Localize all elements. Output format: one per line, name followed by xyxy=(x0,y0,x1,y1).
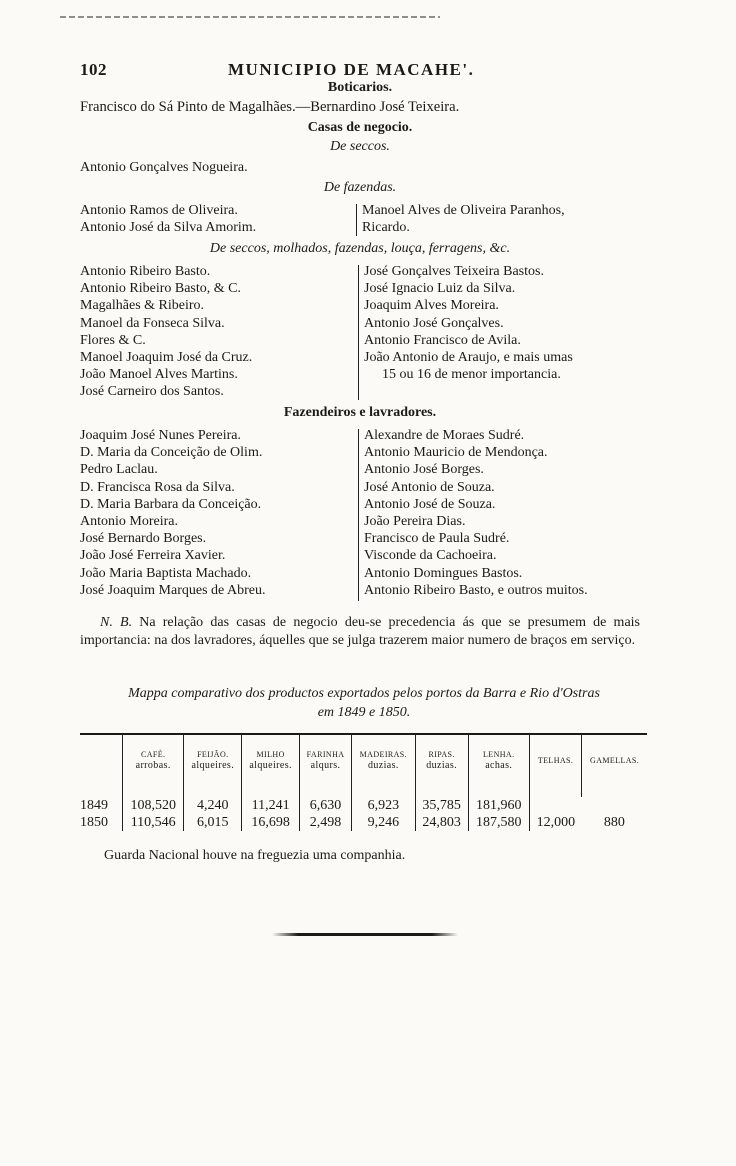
table-cell: 880 xyxy=(603,815,625,830)
table-cell: 2,498 xyxy=(300,814,352,831)
header-farinha: FARINHA alqurs. xyxy=(300,734,352,785)
list-item: Visconde da Cachoeira. xyxy=(364,548,497,564)
list-item: Manoel da Fonseca Silva. xyxy=(80,315,225,331)
header-telhas: TELHAS. xyxy=(529,734,581,785)
header-ripas: RIPAS. duzias. xyxy=(415,734,468,785)
list-item: Manoel Alves de Oliveira Paranhos, xyxy=(362,203,565,218)
header-cafe: CAFÉ. arrobas. xyxy=(123,734,184,785)
list-item: José Ignacio Luiz da Silva. xyxy=(364,281,516,297)
table-cell: 4,240 xyxy=(184,797,242,814)
list-item: Antonio José Borges. xyxy=(364,462,484,478)
table-cell: 1849 xyxy=(80,798,108,813)
table-cell: 1850 xyxy=(80,815,108,830)
table-spacer-row xyxy=(80,785,647,797)
list-item: 15 ou 16 de menor importancia. xyxy=(382,367,561,383)
list-item: Antonio Ribeiro Basto, & C. xyxy=(80,281,241,297)
list-item: José Bernardo Borges. xyxy=(80,531,207,547)
table-cell: 6,015 xyxy=(184,814,242,831)
mapa-title-line2: em 1849 e 1850. xyxy=(317,705,411,720)
fazendas-heading: De fazendas. xyxy=(323,180,397,195)
running-title: MUNICIPIO DE MACAHE'. xyxy=(228,60,475,79)
table-cell xyxy=(529,797,581,814)
table-cell: 6,923 xyxy=(352,797,416,814)
misc-left-column xyxy=(80,263,252,401)
list-item: Pedro Laclau. xyxy=(80,462,158,478)
column-divider xyxy=(356,204,357,236)
misc-heading: De seccos, molhados, fazendas, louça, ferragens, &c. xyxy=(209,241,511,256)
list-item: João José Ferreira Xavier. xyxy=(80,548,226,564)
guarda-nacional-line: Guarda Nacional houve na freguezia uma companhia. xyxy=(104,848,406,863)
table-cell: 16,698 xyxy=(242,814,300,831)
list-item: Antonio Moreira. xyxy=(80,513,178,529)
list-item: Joaquim Alves Moreira. xyxy=(364,298,499,314)
fazendas-right-column xyxy=(362,202,565,236)
table-cell: 108,520 xyxy=(123,797,184,814)
list-item: José Antonio de Souza. xyxy=(364,479,495,495)
table-cell: 181,960 xyxy=(468,797,529,814)
list-item: João Manoel Alves Martins. xyxy=(80,367,238,383)
header-madeiras: MADEIRAS. duzias. xyxy=(352,734,416,785)
list-item: Manoel Joaquim José da Cruz. xyxy=(80,349,253,365)
header-gamellas: GAMELLAS. xyxy=(582,734,647,785)
seccos-heading: De seccos. xyxy=(330,139,390,154)
column-divider xyxy=(358,429,359,601)
nota-bene xyxy=(80,614,640,650)
fazendeiros-right-column xyxy=(364,427,588,599)
table-cell xyxy=(582,797,647,814)
table-cell: 6,630 xyxy=(300,797,352,814)
table-header-row xyxy=(80,734,647,785)
top-ornament-rule xyxy=(60,16,440,18)
list-item: Antonio Mauricio de Mendonça. xyxy=(364,445,548,461)
list-item: D. Maria Barbara da Conceição. xyxy=(80,496,262,512)
list-item: Antonio Domingues Bastos. xyxy=(364,565,523,581)
list-item: Flores & C. xyxy=(80,332,146,348)
table-cell: 187,580 xyxy=(468,814,529,831)
table-cell: 24,803 xyxy=(415,814,468,831)
page-number: 102 xyxy=(80,60,107,79)
column-divider xyxy=(358,265,359,400)
table-row xyxy=(80,814,647,831)
boticarios-heading: Boticarios. xyxy=(327,80,393,95)
fazendas-left-column xyxy=(80,202,256,236)
nota-label: N. B. xyxy=(100,615,133,630)
list-item: Antonio Ribeiro Basto, e outros muitos. xyxy=(364,582,588,598)
nota-text: Na relação das casas de negocio deu-se precedencia ás que se presumem de mais importancia: na dos lavradores, áquelles que se julga trazerem maior numero de braços em serviço. xyxy=(80,615,640,648)
table-cell: 9,246 xyxy=(352,814,416,831)
misc-right-column xyxy=(364,263,573,383)
mapa-title xyxy=(84,684,644,722)
list-item: Antonio José da Silva Amorim. xyxy=(80,220,257,236)
list-item: D. Francisca Rosa da Silva. xyxy=(80,479,235,495)
table-row xyxy=(80,797,647,814)
closing-rule xyxy=(272,933,458,936)
casas-heading: Casas de negocio. xyxy=(307,120,413,135)
table-cell: 35,785 xyxy=(415,797,468,814)
list-item: Antonio José Gonçalves. xyxy=(364,315,504,331)
list-item: Francisco de Paula Sudré. xyxy=(364,531,510,547)
list-item: João Maria Baptista Machado. xyxy=(80,565,252,581)
exports-table xyxy=(80,733,647,831)
table-cell: 11,241 xyxy=(242,797,300,814)
list-item: Ricardo. xyxy=(362,220,410,236)
list-item: Antonio Ribeiro Basto. xyxy=(80,264,211,279)
seccos-entry: Antonio Gonçalves Nogueira. xyxy=(80,160,248,175)
list-item: José Joaquim Marques de Abreu. xyxy=(80,582,266,598)
mapa-title-line1: Mappa comparativo dos productos exportados pelos portos da Barra e Rio d'Ostras xyxy=(128,686,600,701)
list-item: Alexandre de Moraes Sudré. xyxy=(364,428,525,443)
fazendeiros-heading: Fazendeiros e lavradores. xyxy=(283,405,437,420)
list-item: José Carneiro dos Santos. xyxy=(80,384,224,400)
header-milho: MILHO alqueires. xyxy=(242,734,300,785)
list-item: José Gonçalves Teixeira Bastos. xyxy=(364,264,544,279)
fazendeiros-left-column xyxy=(80,427,265,599)
page-header xyxy=(80,60,640,82)
table-cell: 110,546 xyxy=(123,814,184,831)
list-item: Magalhães & Ribeiro. xyxy=(80,298,205,314)
list-item: D. Maria da Conceição de Olim. xyxy=(80,445,263,461)
boticarios-line: Francisco do Sá Pinto de Magalhães.—Bernardino José Teixeira. xyxy=(80,99,460,115)
header-lenha: LENHA. achas. xyxy=(468,734,529,785)
list-item: João Pereira Dias. xyxy=(364,513,466,529)
list-item: Antonio Francisco de Avila. xyxy=(364,332,521,348)
header-feijao: FEIJÃO. alqueires. xyxy=(184,734,242,785)
list-item: Antonio Ramos de Oliveira. xyxy=(80,203,238,218)
list-item: João Antonio de Araujo, e mais umas xyxy=(364,349,573,365)
table-cell: 12,000 xyxy=(529,814,581,831)
list-item: Antonio José de Souza. xyxy=(364,496,496,512)
header-year xyxy=(80,734,123,785)
list-item: Joaquim José Nunes Pereira. xyxy=(80,428,241,443)
